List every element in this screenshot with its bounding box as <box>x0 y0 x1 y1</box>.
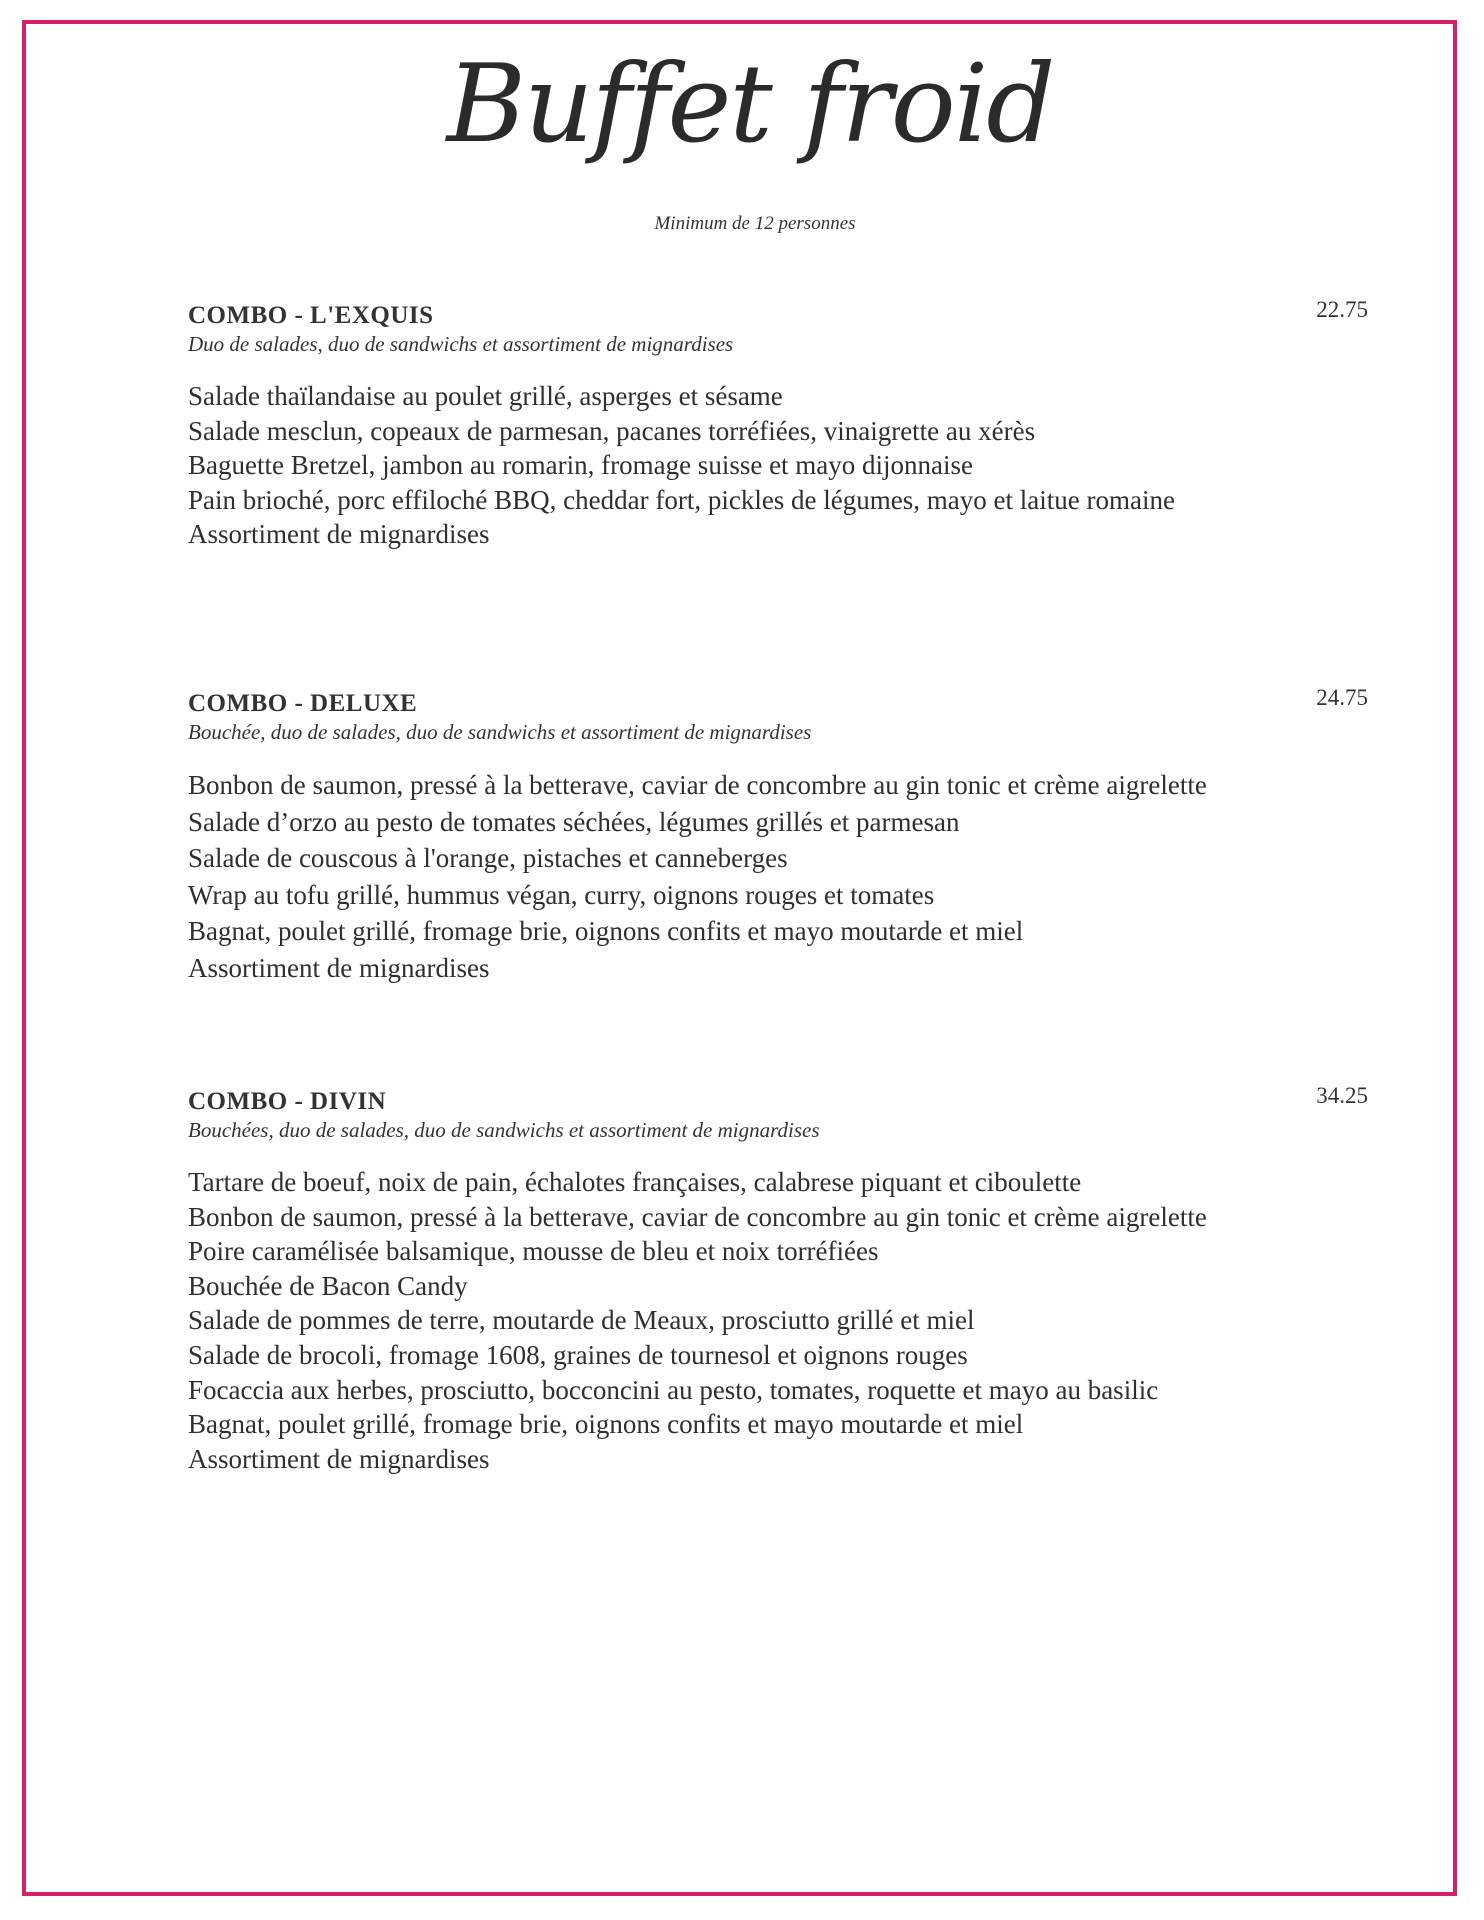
list-item: Salade de brocoli, fromage 1608, graines de tournesol et oignons rouges <box>188 1339 968 1370</box>
combo-items <box>188 379 1283 552</box>
list-item: Bagnat, poulet grillé, fromage brie, oignons confits et mayo moutarde et miel <box>188 916 1024 946</box>
list-item: Poire caramélisée balsamique, mousse de bleu et noix torréfiées <box>188 1236 879 1267</box>
combo-description: Bouchée, duo de salades, duo de sandwichs et assortiment de mignardises <box>188 720 812 744</box>
combo-description: Duo de salades, duo de sandwichs et assortiment de mignardises <box>188 332 734 356</box>
combo-items <box>188 767 1283 986</box>
combo-section-exquis <box>188 297 1368 552</box>
page-title: Buffet froid <box>446 42 1054 167</box>
list-item: Salade d’orzo au pesto de tomates séchées, légumes grillés et parmesan <box>188 806 960 837</box>
list-item: Salade de couscous à l'orange, pistaches et canneberges <box>188 843 788 873</box>
page-subtitle: Minimum de 12 personnes <box>654 213 856 234</box>
combo-section-deluxe <box>188 685 1368 986</box>
list-item: Salade de pommes de terre, moutarde de Meaux, prosciutto grillé et miel <box>188 1305 975 1336</box>
list-item: Bagnat, poulet grillé, fromage brie, oignons confits et mayo moutarde et miel <box>188 1409 1024 1440</box>
combo-items <box>188 1165 1283 1476</box>
list-item: Assortiment de mignardises <box>188 519 490 549</box>
list-item: Bonbon de saumon, pressé à la betterave, caviar de concombre au gin tonic et crème aigrelette <box>188 1201 1207 1232</box>
list-item: Wrap au tofu grillé, hummus végan, curry, oignons rouges et tomates <box>188 879 935 910</box>
list-item: Focaccia aux herbes, prosciutto, bocconcini au pesto, tomates, roquette et mayo au basilic <box>188 1374 1159 1405</box>
list-item: Bonbon de saumon, pressé à la betterave, caviar de concombre au gin tonic et crème aigrelette <box>188 770 1207 800</box>
list-item: Tartare de boeuf, noix de pain, échalotes françaises, calabrese piquant et ciboulette <box>188 1167 1082 1197</box>
combo-section-divin <box>188 1083 1368 1476</box>
list-item: Bouchée de Bacon Candy <box>188 1270 468 1301</box>
list-item: Salade mesclun, copeaux de parmesan, pacanes torréfiées, vinaigrette au xérès <box>188 415 1036 446</box>
combo-price: 22.75 <box>1316 297 1368 322</box>
list-item: Pain brioché, porc effiloché BBQ, cheddar fort, pickles de légumes, mayo et laitue romaine <box>188 484 1175 515</box>
combo-price: 24.75 <box>1316 685 1368 710</box>
combo-description: Bouchées, duo de salades, duo de sandwichs et assortiment de mignardises <box>188 1118 820 1142</box>
list-item: Assortiment de mignardises <box>188 952 490 983</box>
list-item: Salade thaïlandaise au poulet grillé, asperges et sésame <box>188 381 783 411</box>
combo-name: COMBO - L'EXQUIS <box>188 302 434 329</box>
list-item: Assortiment de mignardises <box>188 1443 490 1474</box>
combo-name: COMBO - DIVIN <box>188 1088 387 1115</box>
list-item: Baguette Bretzel, jambon au romarin, fromage suisse et mayo dijonnaise <box>188 450 974 480</box>
combo-name: COMBO - DELUXE <box>188 690 418 717</box>
combo-price: 34.25 <box>1316 1083 1368 1108</box>
